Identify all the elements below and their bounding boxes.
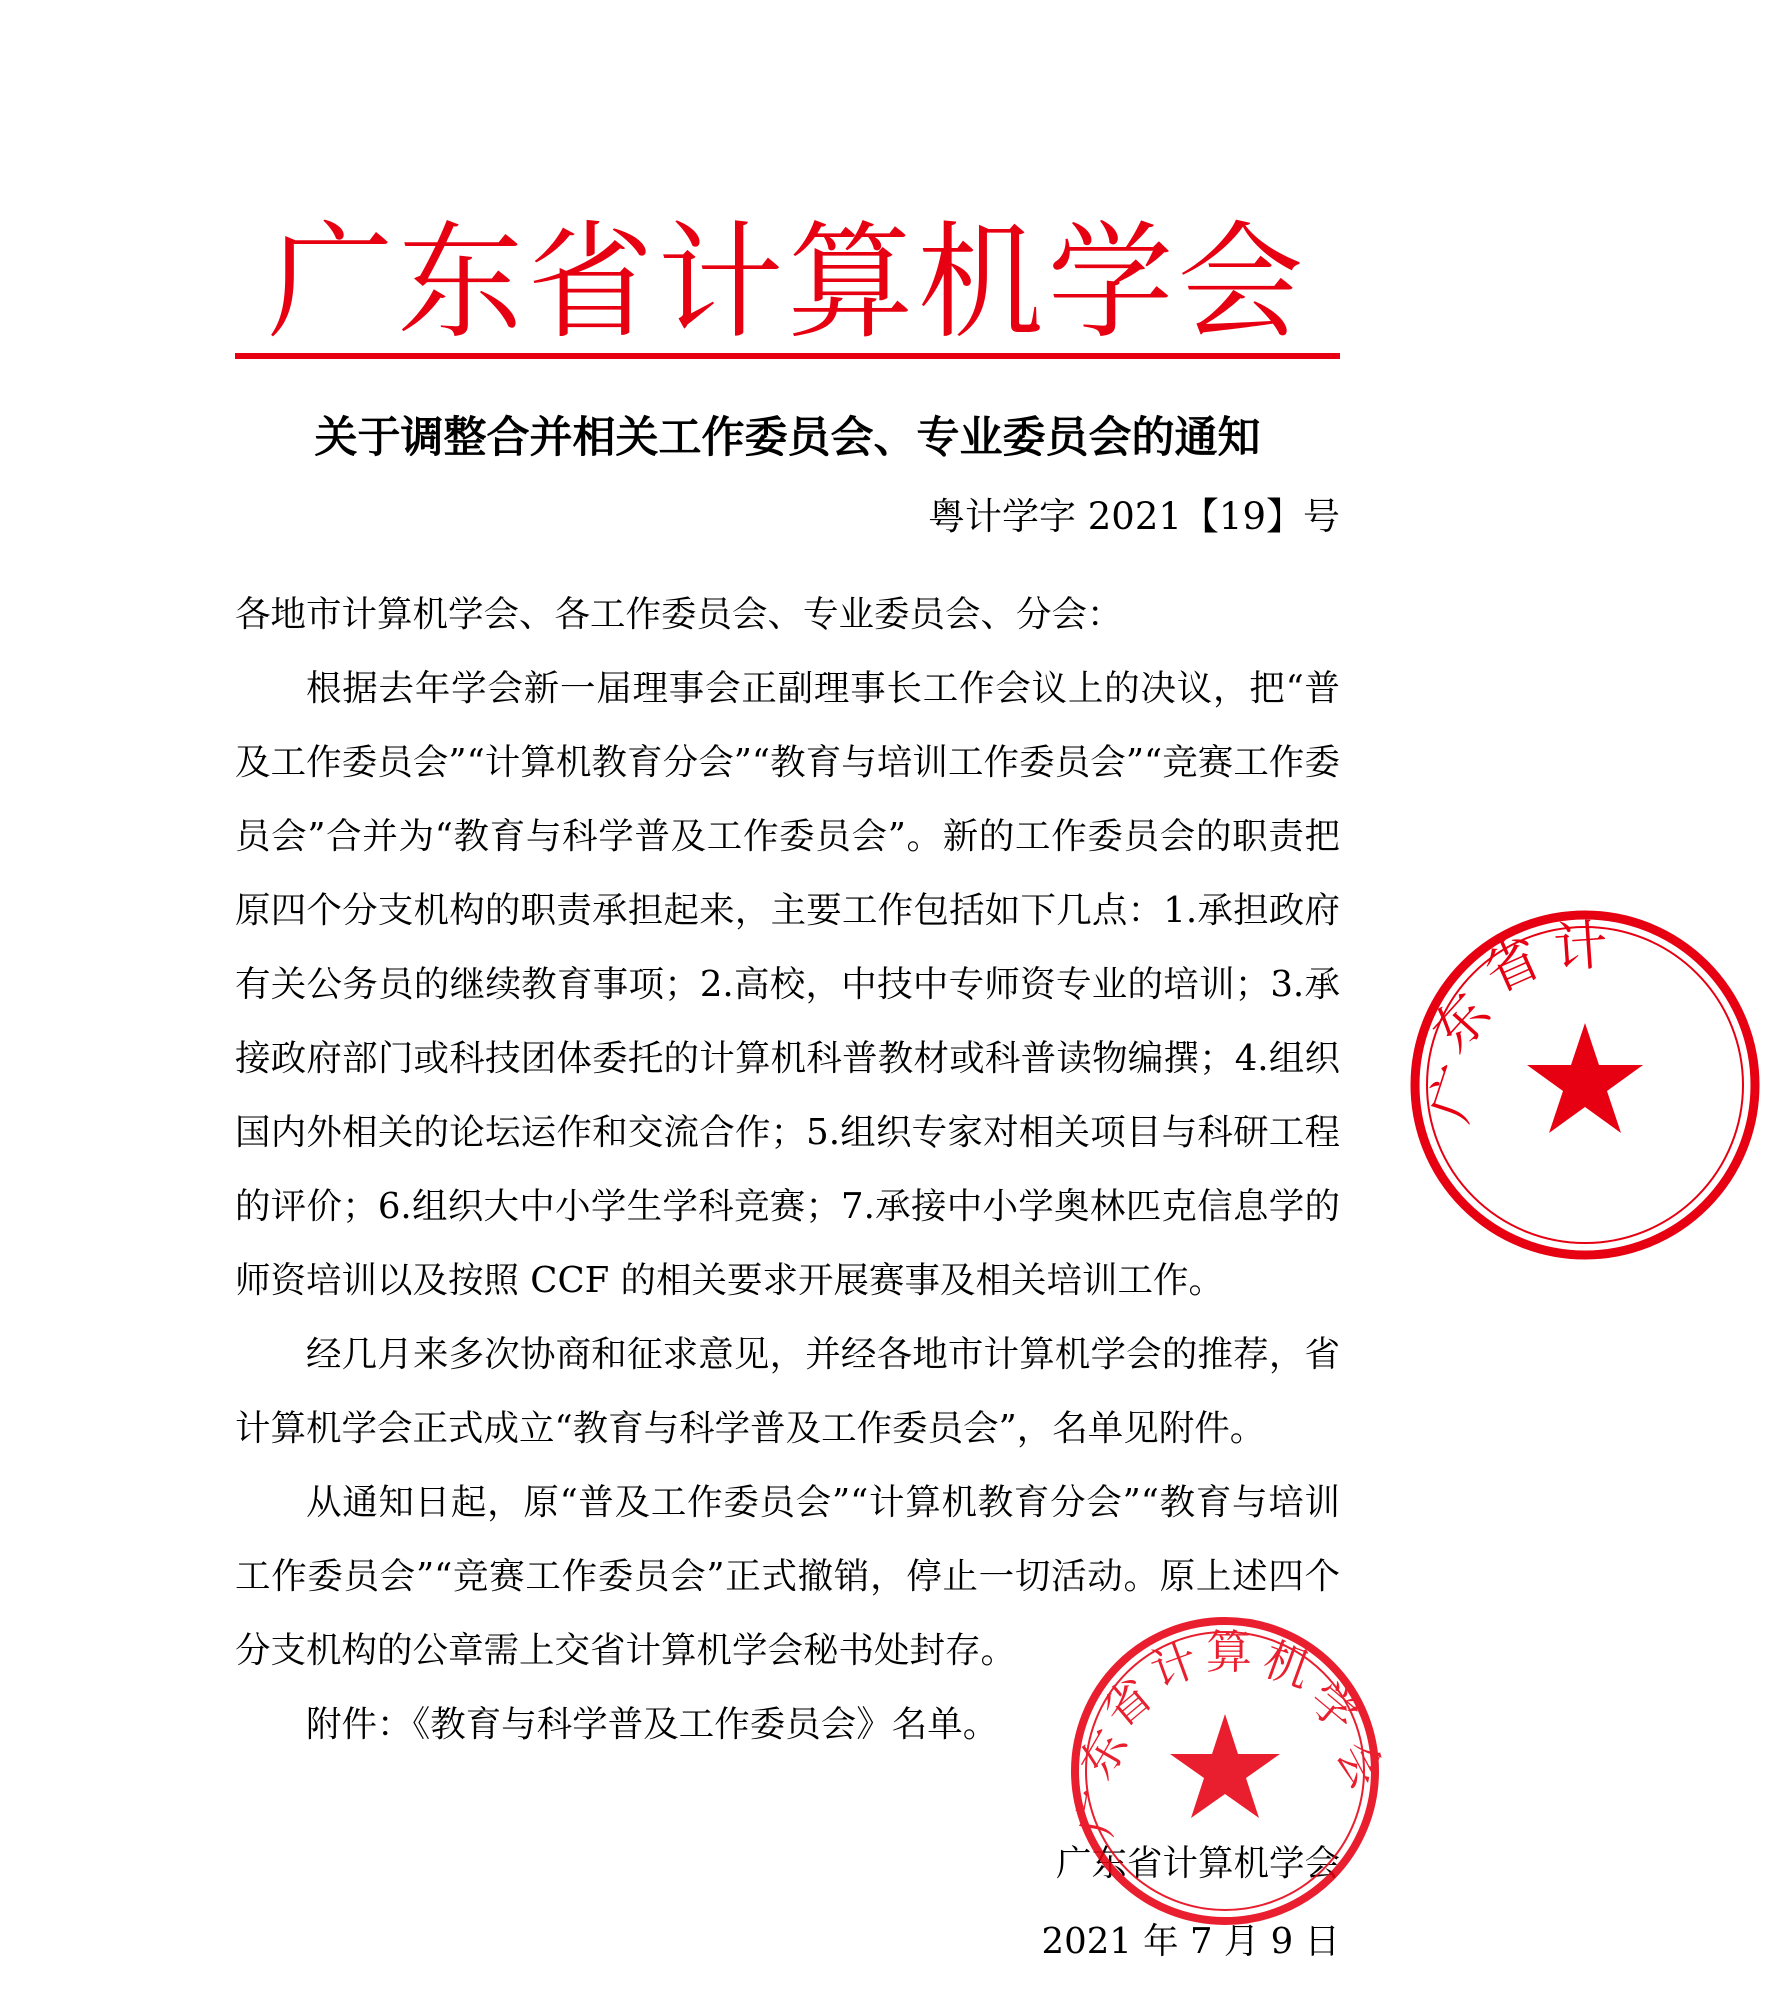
seal-star-icon	[1527, 1023, 1643, 1133]
svg-text:学: 学	[1298, 1671, 1369, 1742]
paragraph-2: 经几月来多次协商和征求意见，并经各地市计算机学会的推荐，省计算机学会正式成立“教育与科学普及工作委员会”，名单见附件。	[235, 1334, 1340, 1449]
document-number: 粤计学字 2021【19】号	[927, 495, 1340, 538]
svg-text:广: 广	[1417, 1058, 1495, 1130]
svg-text:东: 东	[1419, 981, 1503, 1064]
svg-text:计: 计	[1551, 913, 1610, 980]
signature-organization: 广东省计算机学会	[1055, 1843, 1340, 1884]
svg-text:省: 省	[1474, 925, 1550, 1005]
svg-text:广: 广	[1067, 1785, 1129, 1840]
document-title: 关于调整合并相关工作委员会、专业委员会的通知	[314, 413, 1261, 463]
paragraph-1: 根据去年学会新一届理事会正副理事长工作会议上的决议，把“普及工作委员会”“计算机教育分会”“教育与培训工作委员会”“竞赛工作委员会”合并为“教育与科学普及工作委员会”。新的工作委员会的职责把原四个分支机构的职责承担起来，主要工作包括如下几点：1.承担政府有关公务员的继续教育事项；2.高校，中技中专师资专业的培训；3.承接政府部门或科技团体委托的计算机科普教材或科普读物编撰；4.组织国内外相关的论坛运作和交流合作；5.组织专家对相关项目与科研工程的评价；6.组织大中小学生学科竞赛；7.承接中小学奥林匹克信息学的师资培训以及按照 CCF 的相关要求开展赛事及相关培训工作。	[235, 668, 1340, 1301]
document-body	[235, 578, 1340, 1762]
svg-text:会: 会	[1326, 1731, 1396, 1798]
salutation: 各地市计算机学会、各工作委员会、专业委员会、分会：	[235, 594, 1123, 635]
svg-text:省: 省	[1092, 1667, 1163, 1739]
masthead	[235, 209, 1340, 365]
official-seal-partial	[1405, 905, 1765, 1265]
svg-text:算: 算	[1206, 1625, 1252, 1679]
signature-date: 2021 年 7 月 9 日	[1041, 1921, 1340, 1962]
svg-text:东: 东	[1068, 1720, 1139, 1788]
svg-text:计: 计	[1143, 1631, 1205, 1699]
masthead-rule	[235, 353, 1340, 359]
masthead-title: 广东省计算机学会	[267, 209, 1308, 356]
signature-block	[235, 1825, 1340, 1981]
svg-text:机: 机	[1256, 1631, 1318, 1699]
attachment-note: 附件：《教育与科学普及工作委员会》名单。	[306, 1704, 999, 1745]
paragraph-3: 从通知日起，原“普及工作委员会”“计算机教育分会”“教育与培训工作委员会”“竞赛工作委员会”正式撤销，停止一切活动。原上述四个分支机构的公章需上交省计算机学会秘书处封存。	[235, 1482, 1340, 1671]
